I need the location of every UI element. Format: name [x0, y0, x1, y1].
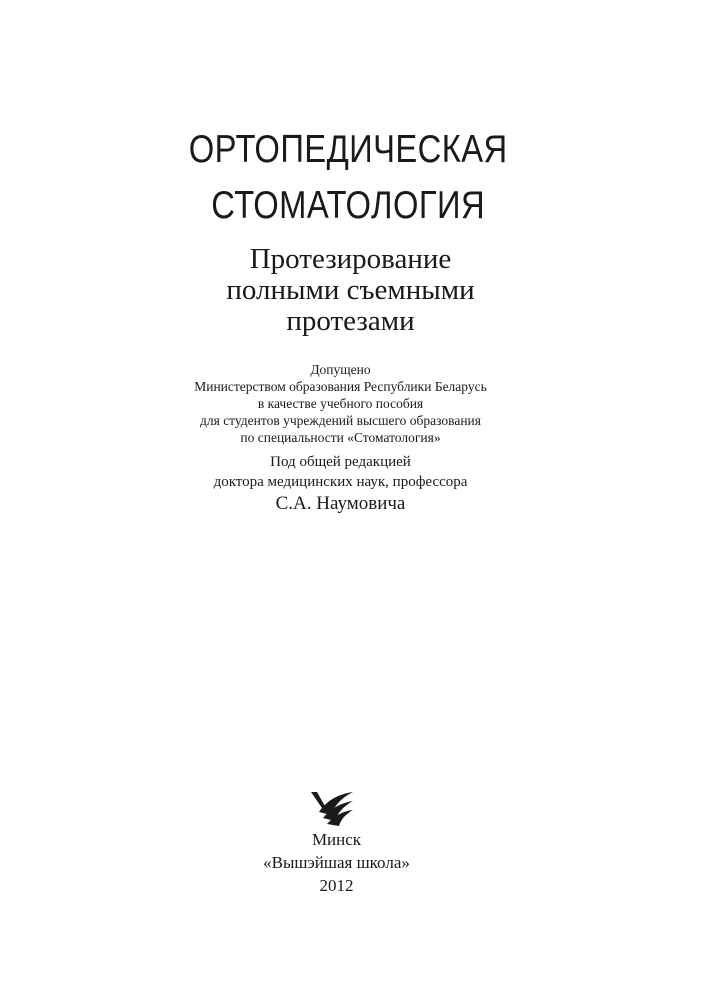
- editor-name: С.А. Наумовича: [275, 493, 406, 514]
- ministry-approval: [0, 361, 691, 446]
- book-subtitle: [0, 244, 701, 337]
- approval-line-1: Допущено: [310, 362, 371, 377]
- book-title-line-2: СТОМАТОЛОГИЯ: [211, 184, 486, 227]
- vysheishaya-shkola-logo-icon: [309, 788, 355, 828]
- book-subtitle-line-1: Протезирование: [249, 243, 452, 275]
- approval-line-5: по специальности «Стоматология»: [240, 430, 441, 445]
- book-subtitle-line-2: полными съемными: [226, 274, 475, 306]
- approval-line-4: для студентов учреждений высшего образования: [200, 413, 481, 428]
- imprint-year: 2012: [319, 876, 354, 895]
- approval-line-2: Министерством образования Республики Беларусь: [194, 379, 487, 394]
- book-title-line-1: ОРТОПЕДИЧЕСКАЯ: [188, 128, 508, 171]
- editor-line-1: Под общей редакцией: [270, 454, 411, 470]
- book-title: [54, 122, 643, 234]
- editor-credit: [0, 452, 691, 516]
- imprint-publisher: «Вышэйшая школа»: [263, 853, 410, 872]
- imprint-city: Минск: [311, 830, 362, 849]
- imprint: [0, 828, 687, 897]
- approval-line-3: в качестве учебного пособия: [257, 396, 424, 411]
- book-subtitle-line-3: протезами: [286, 305, 415, 337]
- editor-line-2: доктора медицинских наук, профессора: [213, 474, 468, 490]
